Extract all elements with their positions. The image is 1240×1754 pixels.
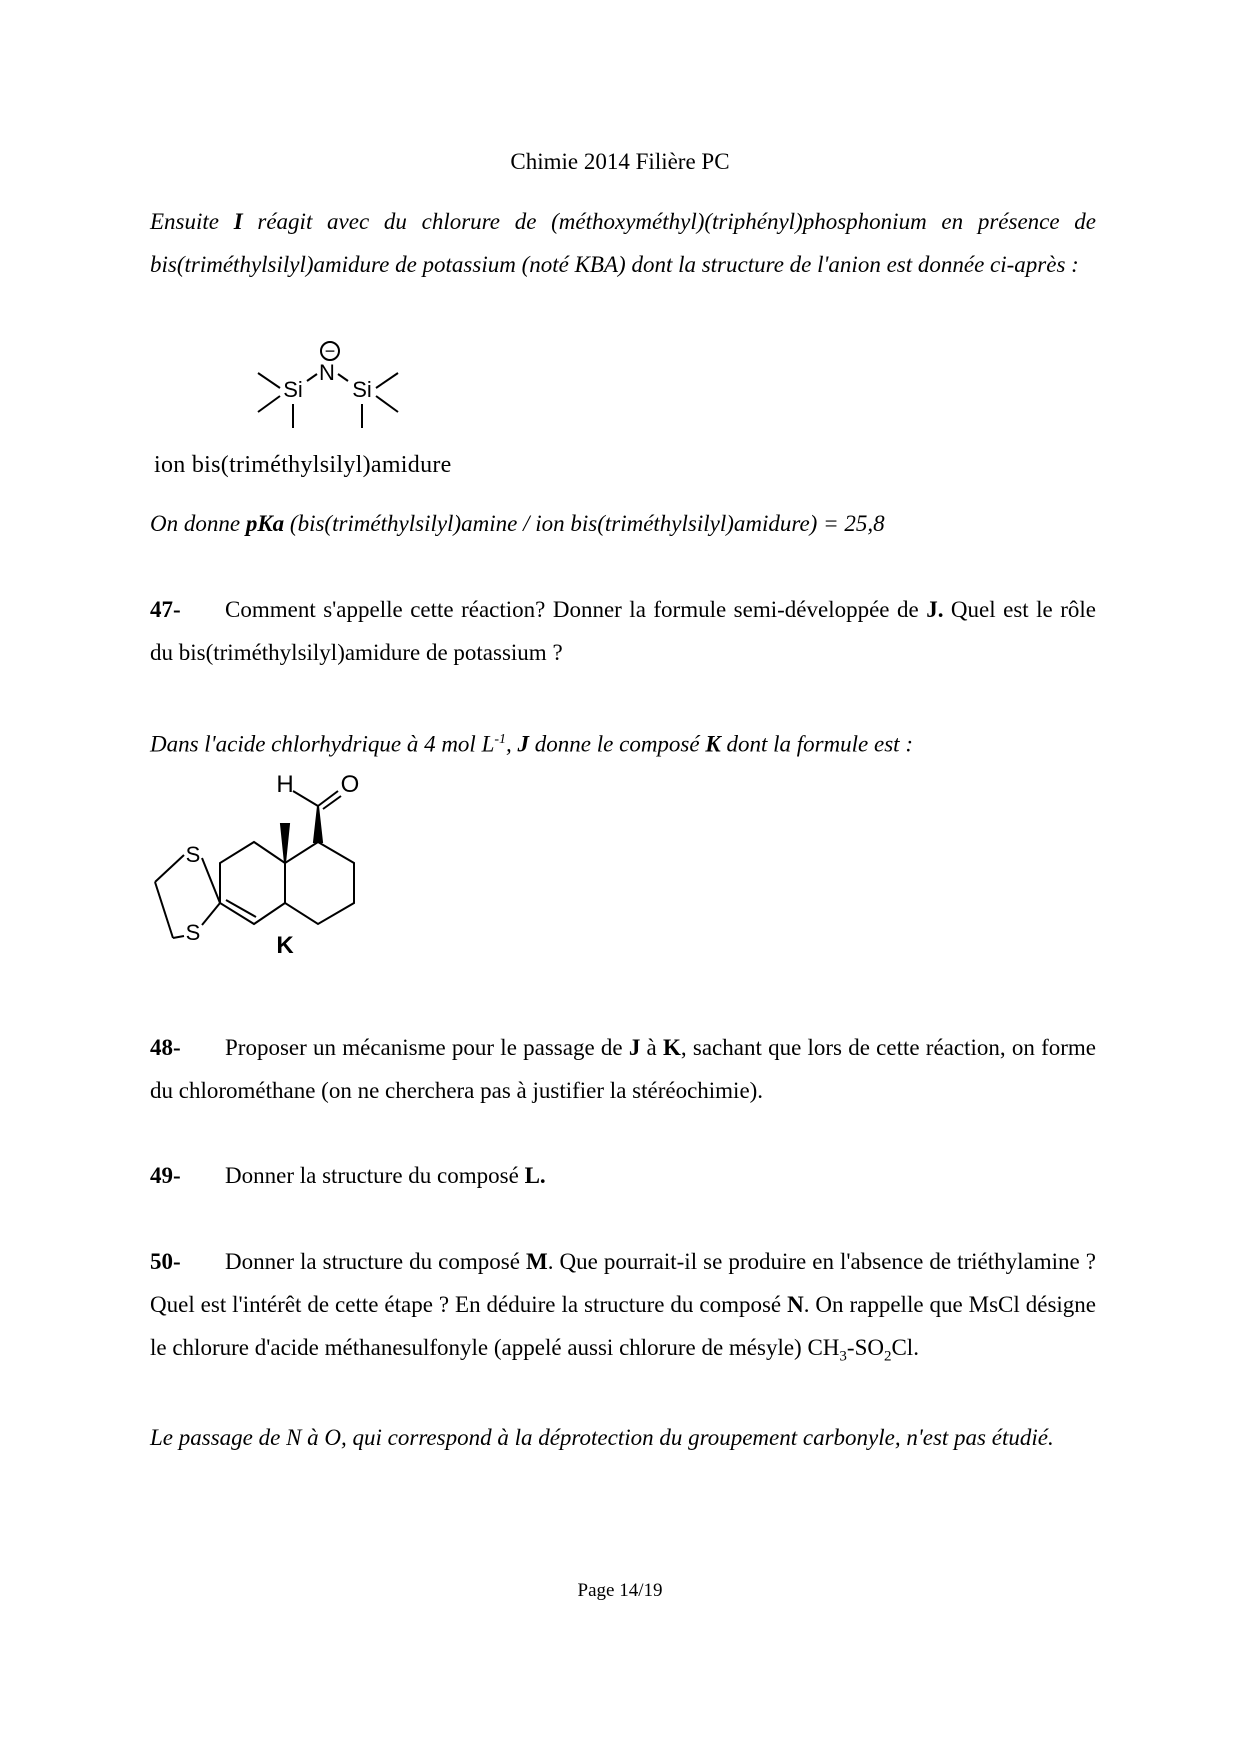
question-49 xyxy=(150,1154,546,1197)
bond-c-s2 xyxy=(202,903,220,925)
q48-text-1: Proposer un mécanisme pour le passage de xyxy=(225,1035,629,1060)
intro-text-1: Ensuite xyxy=(150,209,234,234)
bond-c-o-double xyxy=(323,796,341,809)
q47-text-1: Comment s'appelle cette réaction? Donner la formule semi-développée de xyxy=(225,597,927,622)
hydrogen-atom-label: H xyxy=(276,771,294,798)
compound-j-label: J xyxy=(628,1035,641,1060)
question-number: 49- xyxy=(150,1163,181,1188)
bond-ch2-s2 xyxy=(173,936,184,938)
question-47 xyxy=(150,588,1096,674)
bond-si-methyl-5 xyxy=(376,396,398,412)
nitrogen-atom-label: N xyxy=(319,360,335,385)
compound-k-label: K xyxy=(705,731,721,757)
q50-text-2: . Que pourrait-il se produire en l'absence de triéthylamine ? Quel est l'intérêt de cette étape ? En déduire la structure du composé xyxy=(150,1249,1096,1317)
silicon-left-atom-label: Si xyxy=(283,377,303,402)
bond-si-methyl-1 xyxy=(258,373,280,388)
compound-j-label: J xyxy=(517,731,530,757)
sulfur-atom-2-label: S xyxy=(185,920,201,945)
pka-label: pKa xyxy=(245,511,285,536)
q47-text-2: Quel est le rôle du bis(triméthylsilyl)amidure de potassium ? xyxy=(150,597,1096,665)
compound-m-label: M xyxy=(525,1249,548,1274)
wedge-bond-methyl xyxy=(281,824,289,863)
compound-l-label: L. xyxy=(524,1163,546,1188)
compound-j-label: J. xyxy=(926,597,944,622)
oxygen-atom-label: O xyxy=(340,771,360,798)
bond-si-methyl-2 xyxy=(258,396,280,412)
compound-k-label: K xyxy=(663,1035,681,1060)
bond-s1-ch2 xyxy=(155,855,184,882)
bond-n-si-right xyxy=(338,374,348,381)
sulfur-atom-1-label: S xyxy=(185,842,201,867)
q48-text-2: à xyxy=(640,1035,663,1060)
k-intro-line xyxy=(150,718,913,766)
k-intro-text-3: donne le composé xyxy=(529,731,706,757)
cyclohexene-ring-left xyxy=(220,842,285,924)
q50-text-1: Donner la structure du composé xyxy=(225,1249,526,1274)
k-intro-text-4: dont la formule est : xyxy=(720,731,913,757)
bond-c-s1 xyxy=(202,858,220,903)
question-50 xyxy=(150,1240,1096,1379)
question-number: 47- xyxy=(150,597,181,622)
q48-text-3: , sachant que lors de cette réaction, on forme du chlorométhane (on ne cherchera pas à justifier la stéréochimie). xyxy=(150,1035,1096,1103)
pka-line xyxy=(150,502,885,545)
compound-k-structure-label: K xyxy=(276,932,294,959)
silicon-right-atom-label: Si xyxy=(352,377,372,402)
wedge-bond-aldehyde xyxy=(314,806,322,842)
bond-si-n-left xyxy=(307,374,317,381)
amide-caption: ion bis(triméthylsilyl)amidure xyxy=(154,452,452,478)
q49-text-1: Donner la structure du composé xyxy=(225,1163,525,1188)
bond-h-c xyxy=(293,791,318,806)
cyclohexane-ring-right xyxy=(285,842,354,924)
compound-i-label: I xyxy=(233,209,243,234)
compound-k-structure xyxy=(130,760,390,960)
intro-text-2: réagit avec du chlorure de (méthoxyméthyl)(triphényl)phosphonium en présence de bis(triméthylsilyl)amidure de potassium (noté KBA) dont la structure de l'anion est donnée ci-après : xyxy=(150,209,1096,277)
question-number: 50- xyxy=(150,1249,181,1274)
intro-paragraph xyxy=(150,200,1096,286)
k-intro-text-2: , xyxy=(506,731,518,757)
question-48 xyxy=(150,1026,1096,1112)
page-footer: Page 14/19 xyxy=(577,1580,663,1601)
page-header-title: Chimie 2014 Filière PC xyxy=(510,149,730,174)
k-intro-superscript: -1 xyxy=(494,732,507,747)
bis-trimethylsilyl-amide-structure xyxy=(250,330,420,440)
pka-text-1: On donne xyxy=(150,511,246,536)
question-number: 48- xyxy=(150,1035,181,1060)
q50-text-4: -SO xyxy=(846,1335,884,1360)
formula-subscript-2: 2 xyxy=(883,1348,892,1365)
q50-text-5: Cl. xyxy=(891,1335,919,1360)
compound-n-label: N xyxy=(787,1292,804,1317)
outro-paragraph: Le passage de N à O, qui correspond à la déprotection du groupement carbonyle, n'est pas étudié. xyxy=(150,1425,1054,1450)
bond-si-methyl-4 xyxy=(376,373,398,388)
bond-ch2-ch2 xyxy=(155,882,173,938)
formula-subscript-3: 3 xyxy=(839,1348,847,1365)
q50-text-3: . On rappelle que MsCl désigne le chlorure d'acide méthanesulfonyle (appelé aussi chlorure de mésyle) CH xyxy=(150,1292,1096,1360)
pka-text-2: (bis(triméthylsilyl)amine / ion bis(triméthylsilyl)amidure) = 25,8 xyxy=(284,511,885,536)
negative-charge-sign: − xyxy=(324,341,336,361)
k-intro-text-1: Dans l'acide chlorhydrique à 4 mol L xyxy=(150,731,495,757)
bond-c-o xyxy=(318,791,338,806)
